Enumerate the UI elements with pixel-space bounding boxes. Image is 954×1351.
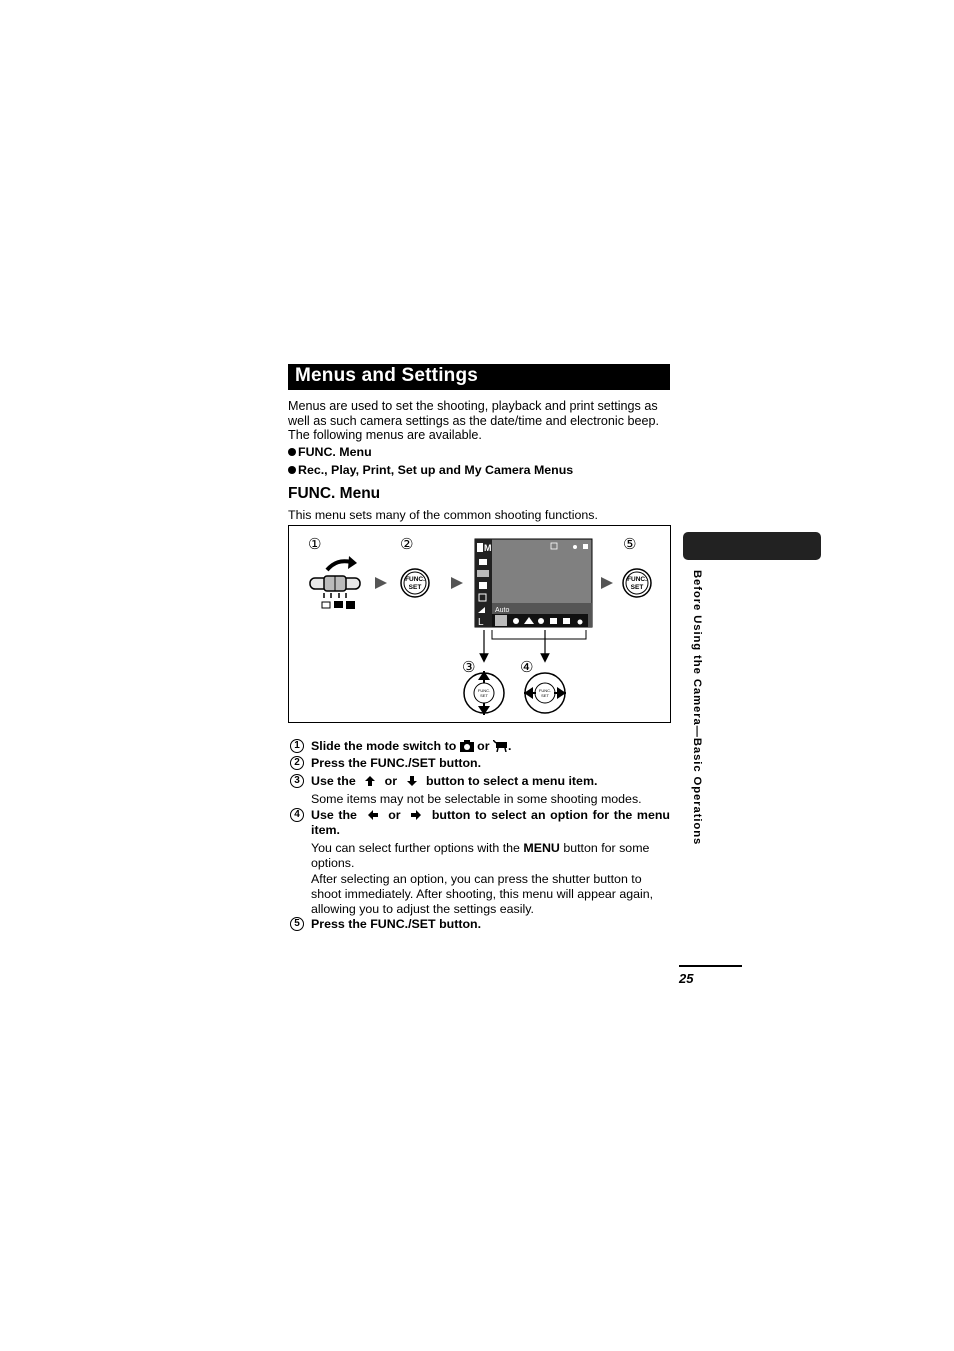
bullet-dot-icon [288, 448, 296, 456]
mode-switch-icon [310, 556, 360, 609]
step-4-note-menu: You can select further options with the MENU button for some options. [311, 841, 650, 870]
marker-5: ⑤ [623, 535, 637, 553]
svg-text:FUNC.: FUNC. [405, 576, 425, 583]
func-menu-figure [288, 525, 671, 723]
right-arrow-icon [409, 809, 423, 821]
step-number: 2 [290, 756, 304, 770]
up-down-control-icon [464, 671, 504, 715]
bullet-other-menus: Rec., Play, Print, Set up and My Camera Menus [288, 463, 573, 477]
section-subtitle: This menu sets many of the common shooting functions. [288, 508, 598, 522]
marker-2: ② [400, 535, 414, 553]
bullet-dot-icon [288, 466, 296, 474]
marker-4: ④ [520, 658, 534, 676]
bullet-func-menu: FUNC. Menu [288, 445, 372, 459]
svg-text:SET: SET [480, 693, 488, 698]
step-4: 4 Use the or button to select an option for the menu item. [290, 808, 670, 840]
page-number: 25 [679, 971, 694, 986]
left-arrow-icon [366, 809, 380, 821]
page-title-bar [288, 364, 670, 390]
step-4-note-shutter: After selecting an option, you can press the shutter button to shoot immediately. After shooting, this menu will appear again, allowing you to adjust the settings easily. [311, 872, 654, 916]
up-arrow-icon [363, 775, 377, 787]
step-number: 3 [290, 774, 304, 788]
lcd-mode-text: M [484, 543, 492, 553]
step-3-note: Some items may not be selectable in some shooting modes. [311, 792, 642, 806]
section-heading: FUNC. Menu [288, 485, 381, 502]
marker-1: ① [308, 535, 322, 553]
svg-text:SET: SET [630, 584, 644, 591]
figure-illustration [289, 526, 670, 722]
movie-icon [493, 740, 508, 752]
step-number: 5 [290, 917, 304, 931]
step-5: 5 Press the FUNC./SET button. [290, 917, 670, 933]
next-arrow-icon [451, 577, 463, 589]
next-arrow-icon [375, 577, 387, 589]
svg-text:FUNC.: FUNC. [477, 688, 491, 693]
lcd-auto-label: Auto [495, 607, 510, 614]
camera-icon [460, 740, 474, 752]
svg-text:SET: SET [541, 693, 549, 698]
step-3: 3 Use the or button to select a menu item. [290, 774, 670, 790]
page-title: Menus and Settings [295, 365, 479, 386]
func-set-button-icon [623, 569, 651, 597]
next-arrow-icon [601, 577, 613, 589]
step-1: 1 Slide the mode switch to or . [290, 739, 670, 755]
step-number: 4 [290, 808, 304, 822]
step-number: 1 [290, 739, 304, 753]
chapter-side-label: Before Using the Camera—Basic Operations [691, 570, 703, 846]
step-2: 2 Press the FUNC./SET button. [290, 756, 670, 772]
svg-text:SET: SET [408, 584, 422, 591]
page-number-rule [679, 965, 742, 967]
lcd-size-text: L [478, 617, 484, 628]
left-right-control-icon [524, 673, 566, 713]
func-set-button-icon [401, 569, 429, 597]
down-arrow-icon [405, 775, 419, 787]
svg-text:FUNC.: FUNC. [538, 688, 552, 693]
lcd-screen-illustration [475, 539, 592, 628]
marker-3: ③ [462, 658, 476, 676]
svg-text:FUNC.: FUNC. [627, 576, 647, 583]
intro-paragraph: Menus are used to set the shooting, playback and print settings as well as such camera settings as the date/time and electronic beep. The following menus are available. [288, 399, 660, 443]
chapter-tab [683, 532, 821, 560]
